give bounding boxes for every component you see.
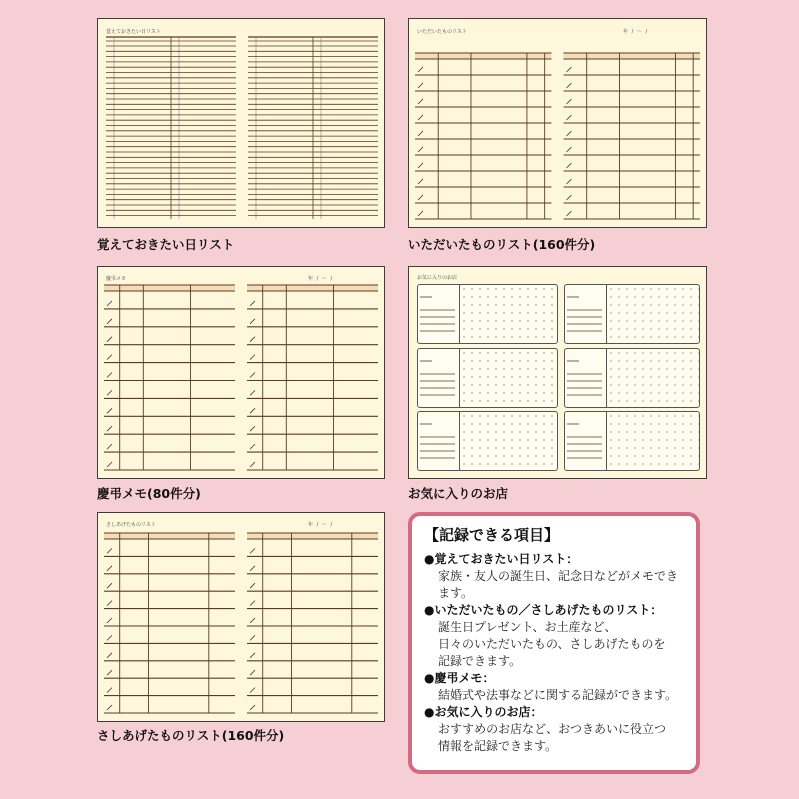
info-heading: ●お気に入りのお店： (424, 705, 543, 719)
panel-title: お気に入りのお店 (417, 275, 458, 281)
info-text: 日々のいただいたもの、さしあげたものを (438, 637, 666, 651)
lined-page (409, 19, 706, 227)
received-list-panel (408, 18, 707, 228)
panel-date: 年 / 〜 / (623, 29, 649, 35)
info-item (424, 704, 686, 755)
info-text: 誕生日プレゼント、お土産など、 (438, 620, 617, 634)
remember-list-panel (97, 18, 385, 228)
info-heading: ●覚えておきたい日リスト： (424, 552, 579, 566)
caption-shops: お気に入りのお店 (408, 486, 509, 501)
info-text: おすすめのお店など、おつきあいに役立つ (438, 722, 667, 736)
info-item (424, 602, 686, 670)
info-text: 記録できます。 (438, 654, 522, 668)
info-text: 結婚式や法事などに関する記録ができます。 (438, 688, 678, 702)
panel-date: 年 / 〜 / (308, 276, 334, 282)
info-item (424, 670, 686, 704)
info-item (424, 551, 686, 602)
panel-title: 覚えておきたい日リスト (106, 29, 161, 35)
info-text: ます。 (438, 586, 474, 600)
lined-page (98, 19, 384, 227)
panel-title: さしあげたものリスト (106, 522, 156, 528)
card-lines (409, 267, 706, 478)
caption-ceremony: 慶弔メモ(80件分) (97, 486, 201, 501)
recordable-items-box (408, 512, 700, 774)
caption-gave: さしあげたものリスト(160件分) (97, 728, 285, 743)
caption-remember: 覚えておきたい日リスト (97, 237, 235, 252)
panel-title: いただいたものリスト (417, 29, 467, 35)
info-heading: ●慶弔メモ： (424, 671, 495, 685)
gave-list-panel (97, 512, 385, 722)
lined-page (98, 513, 384, 721)
info-title: 【記録できる項目】 (424, 526, 560, 544)
panel-title: 慶弔メモ (106, 276, 127, 282)
panel-date: 年 / 〜 / (308, 522, 334, 528)
caption-received: いただいたものリスト(160件分) (408, 237, 596, 252)
favorite-shops-panel (408, 266, 707, 479)
info-text: 家族・友人の誕生日、記念日などがメモでき (438, 569, 679, 583)
info-text: 情報を記録できます。 (438, 739, 558, 753)
lined-page (98, 267, 384, 478)
ceremony-memo-panel (97, 266, 385, 479)
info-heading: ●いただいたもの／さしあげたものリスト： (424, 603, 663, 617)
